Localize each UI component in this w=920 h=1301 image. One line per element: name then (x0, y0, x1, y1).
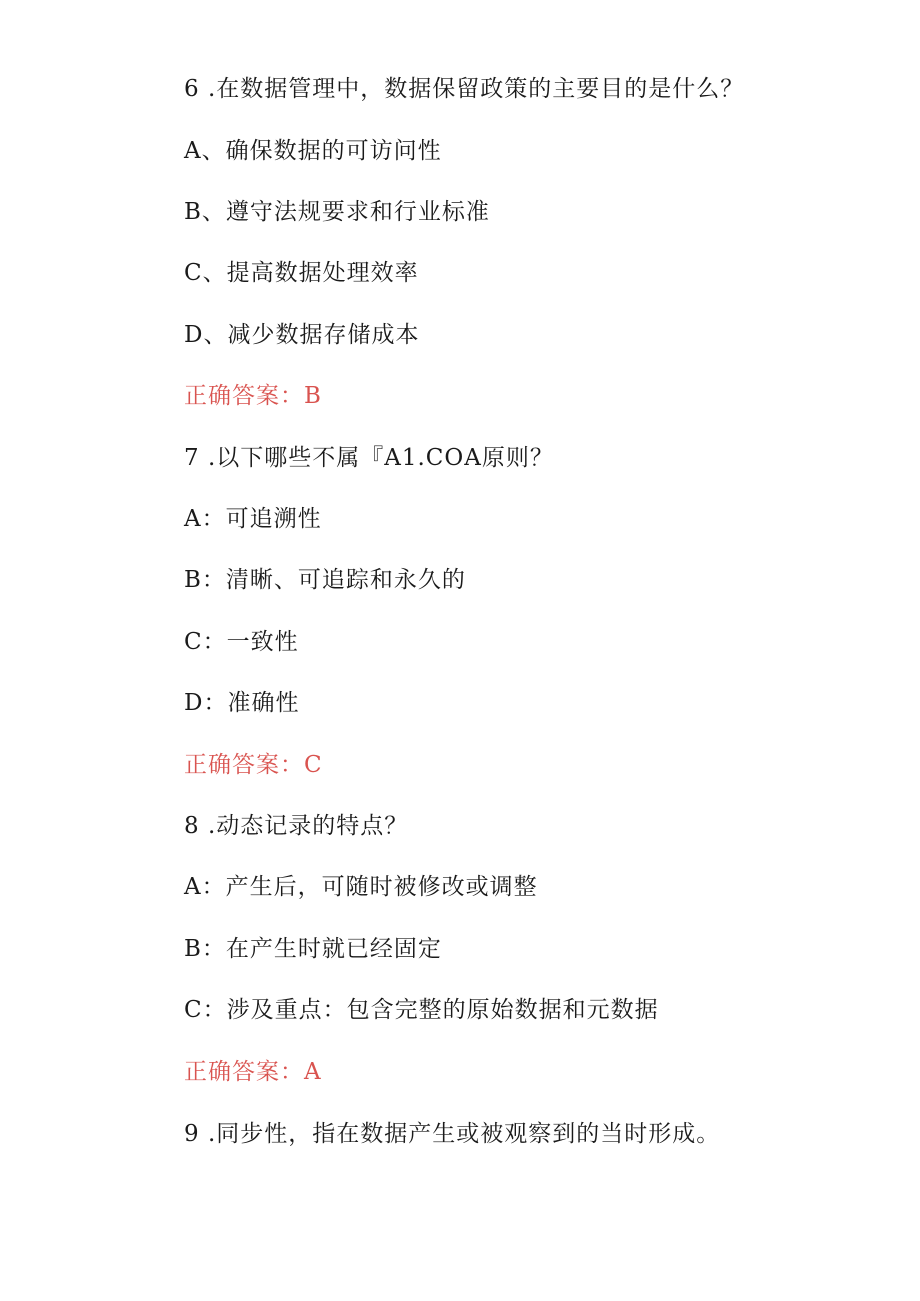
question-6-answer: 正确答案：B (184, 383, 322, 409)
question-7-option-b: B：清晰、可追踪和永久的 (184, 567, 466, 593)
question-8-answer: 正确答案：A (184, 1059, 322, 1085)
question-7-option-d: D：准确性 (184, 690, 300, 716)
question-6-option-a: A、确保数据的可访问性 (184, 138, 442, 164)
question-6-option-b: B、遵守法规要求和行业标准 (184, 199, 490, 225)
question-9-text: 9 .同步性，指在数据产生或被观察到的当时形成。 (184, 1121, 721, 1147)
question-8-option-c: C：涉及重点：包含完整的原始数据和元数据 (184, 997, 659, 1023)
question-8-option-b: B：在产生时就已经固定 (184, 936, 442, 962)
question-6-text: 6 .在数据管理中，数据保留政策的主要目的是什么？ (184, 76, 745, 102)
question-6-option-c: C、提高数据处理效率 (184, 260, 419, 286)
question-8-text: 8 .动态记录的特点？ (184, 813, 409, 839)
question-7-option-a: A：可追溯性 (184, 506, 322, 532)
question-8-option-a: A：产生后，可随时被修改或调整 (184, 874, 538, 900)
question-6-option-d: D、减少数据存储成本 (184, 322, 420, 348)
question-7-text: 7 .以下哪些不属『A1.COA原则？ (184, 445, 554, 471)
question-7-answer: 正确答案：C (184, 752, 323, 778)
question-7-option-c: C：一致性 (184, 629, 299, 655)
